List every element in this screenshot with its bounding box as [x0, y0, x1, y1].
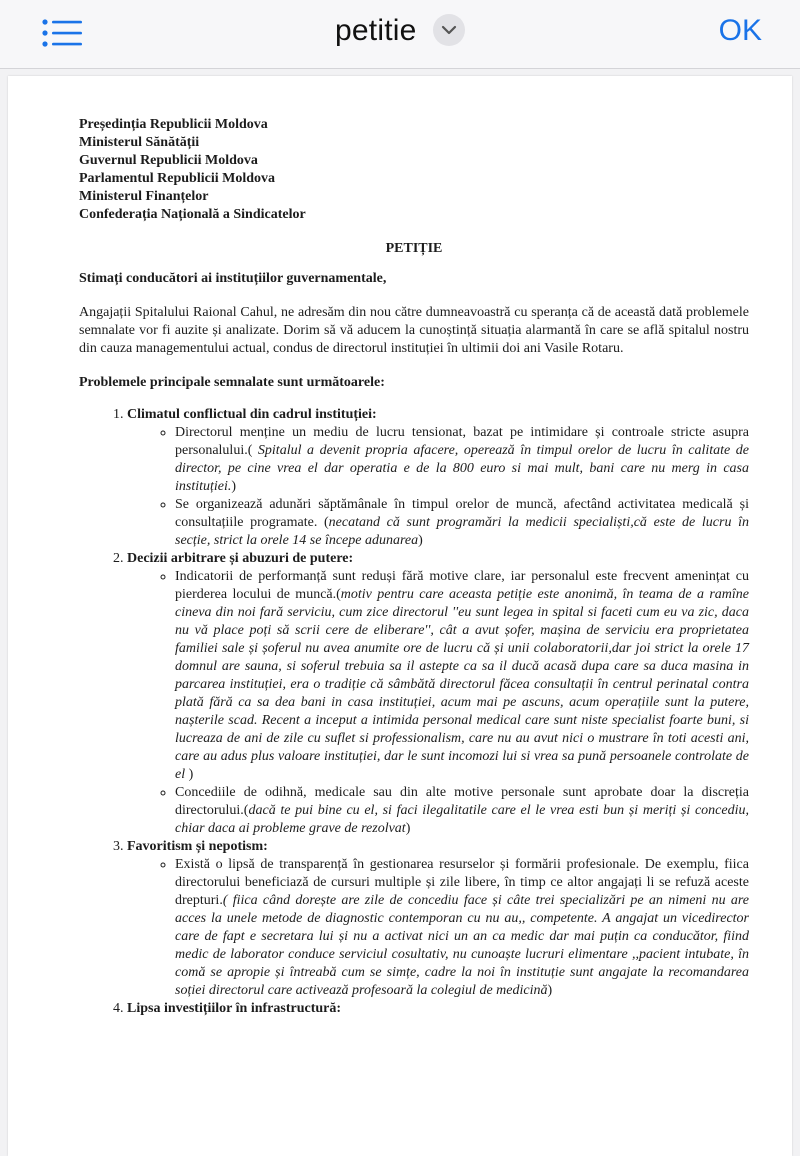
item-comment: motiv pentru care aceasta petiție este anonimă, în teama de a ramîne cineva din noi fară serviciu, cum zice directorul ''eu sunt legea in spital si faceti cum eu va zic, daca nu vă place poți să scrii cere de eliberare'', cât a avut șofer, mașina de serviciu era proprietatea familiei sale și șoferul nu avea anumite ore de lucru că și unii colaboratorii,dar joi strict la orele 17 domnul are sauna, si soferul trebuia sa il astepte ca sa il ducă acasă dupa care sa duca masina in parcarea instituției, era o tradiție că sâmbătă directorul făcea consultații în centrul perinatal contra plată fără ca sa dea bani in casa instituției, acum mai pe ascuns, acum operațiile sunt la putere, nașterile scad. Recent a inceput a intimida personal medical care sunt niste specialist foarte buni, si lucreaza de ani de zile cu suflet si professionalism, care nu au avut nici o mustrare în toti acesti ani, care au adus plus valoare instituției, dar le sunt incomozi lui si vrea sa pună persoanele controlate de el — [175, 587, 749, 782]
problem-section — [127, 406, 749, 550]
item-text: Există o lipsă de transparență în gestionarea resurselor și formării profesionale. De exemplu, fiica directorului beneficiază de cursuri multiple și zile libere, în timp ce altor angajați li se refuză aceste drepturi. — [175, 857, 749, 908]
item-comment: ( fiica când dorește are zile de concediu face și câte trei specializări pe an nimeni nu are acces la unele metode de diagnostic contemporan cu nu au,, competente. A angajat un vicedirector care de fapt e secretara lui și nu a activat nici un an ca medic dar mai puțin ca conducător, fiind medic de laborator conduce serviciul cosultativ, nu cunoaște lucruri elimentare ,,pacient intubate, în comă se apropie și întreabă cum se simțe, cadre la noi în instituție sunt angajate la recomandarea soției directorul care activează profesoară la colegiul de medicină — [175, 893, 749, 998]
item-text: Se organizează adunări săptămânale în timpul orelor de muncă, afectând activitatea medicală și consultațiile programate. ( — [175, 497, 749, 530]
document-page — [8, 76, 792, 1156]
problem-section — [127, 550, 749, 838]
item-text: Directorul menține un mediu de lucru tensionat, bazat pe intimidare și controale stricte asupra personalului.( — [175, 425, 749, 458]
section-title: Favoritism și nepotism: — [127, 839, 268, 854]
item-text: Indicatorii de performanță sunt reduși fără motive clare, iar personalul este frecvent amenințat cu pierderea locului de muncă.( — [175, 569, 749, 602]
item-comment: dacă te pui bine cu el, si faci ilegalitatile care el le vrea esti bun și meriți și concediu, chiar daca ai probleme grave de rezolvat — [175, 803, 749, 836]
list-item — [175, 496, 749, 550]
item-tail: ) — [405, 821, 411, 836]
document-title-area — [0, 14, 800, 48]
item-text: Concediile de odihnă, medicale sau din alte motive personale sunt aprobate doar la discreția directorului.( — [175, 785, 749, 818]
section-items — [127, 568, 749, 838]
addressee: Ministerul Finanțelor — [79, 189, 209, 204]
greeting: Stimați conducători ai instituțiilor guvernamentale, — [79, 271, 387, 286]
list-item — [175, 784, 749, 838]
item-tail: ) — [231, 479, 237, 494]
petition-title: PETIȚIE — [385, 241, 443, 256]
list-item — [175, 856, 749, 1000]
section-title: Decizii arbitrare și abuzuri de putere: — [127, 551, 354, 566]
problems-list — [79, 406, 749, 1018]
problem-section — [127, 838, 749, 1000]
section-items — [127, 856, 749, 1000]
item-tail: ) — [185, 767, 194, 782]
addressee-list — [79, 116, 749, 224]
addressee: Confederația Națională a Sindicatelor — [79, 207, 306, 222]
section-title: Lipsa investițiilor în infrastructură: — [127, 1001, 342, 1016]
item-comment: necatand că sunt programări la medicii specialiști,că este de lucru în secție, strict la orele 14 se începe adunarea — [175, 515, 749, 548]
section-title: Climatul conflictual din cadrul instituției: — [127, 407, 377, 422]
section-items — [127, 424, 749, 550]
chevron-down-icon — [433, 14, 465, 46]
problems-heading: Problemele principale semnalate sunt următoarele: — [79, 375, 385, 390]
problem-section — [127, 1000, 749, 1018]
document-content — [79, 116, 749, 1018]
intro-paragraph: Angajații Spitalului Raional Cahul, ne adresăm din nou către dumneavoastră cu speranța că de această dată problemele semnalate vor fi auzite și analizate. Dorim să vă aducem la cunoștință situația alarmantă în care se află spitalul nostru din cauza managementului actual, condus de directorul instituției în ultimii doi ani Vasile Rotaru. — [79, 305, 749, 356]
addressee: Guvernul Republicii Moldova — [79, 153, 258, 168]
title-menu-button[interactable] — [433, 14, 465, 46]
addressee: Parlamentul Republicii Moldova — [79, 171, 275, 186]
list-item — [175, 568, 749, 784]
item-tail: ) — [547, 983, 553, 998]
item-tail: ) — [418, 533, 423, 548]
item-comment: Spitalul a devenit propria afacere, operează în timpul orelor de lucru în calitate de director, pe cine vrea el dar operatia e de la 800 euro si mai mult, bani care nu merg in casa instituției. — [175, 443, 749, 494]
top-toolbar — [0, 0, 800, 69]
addressee: Președinția Republicii Moldova — [79, 117, 268, 132]
document-title[interactable]: petitie — [335, 14, 417, 47]
ok-button[interactable]: OK — [718, 14, 762, 47]
addressee: Ministerul Sănătății — [79, 135, 200, 150]
list-item — [175, 424, 749, 496]
